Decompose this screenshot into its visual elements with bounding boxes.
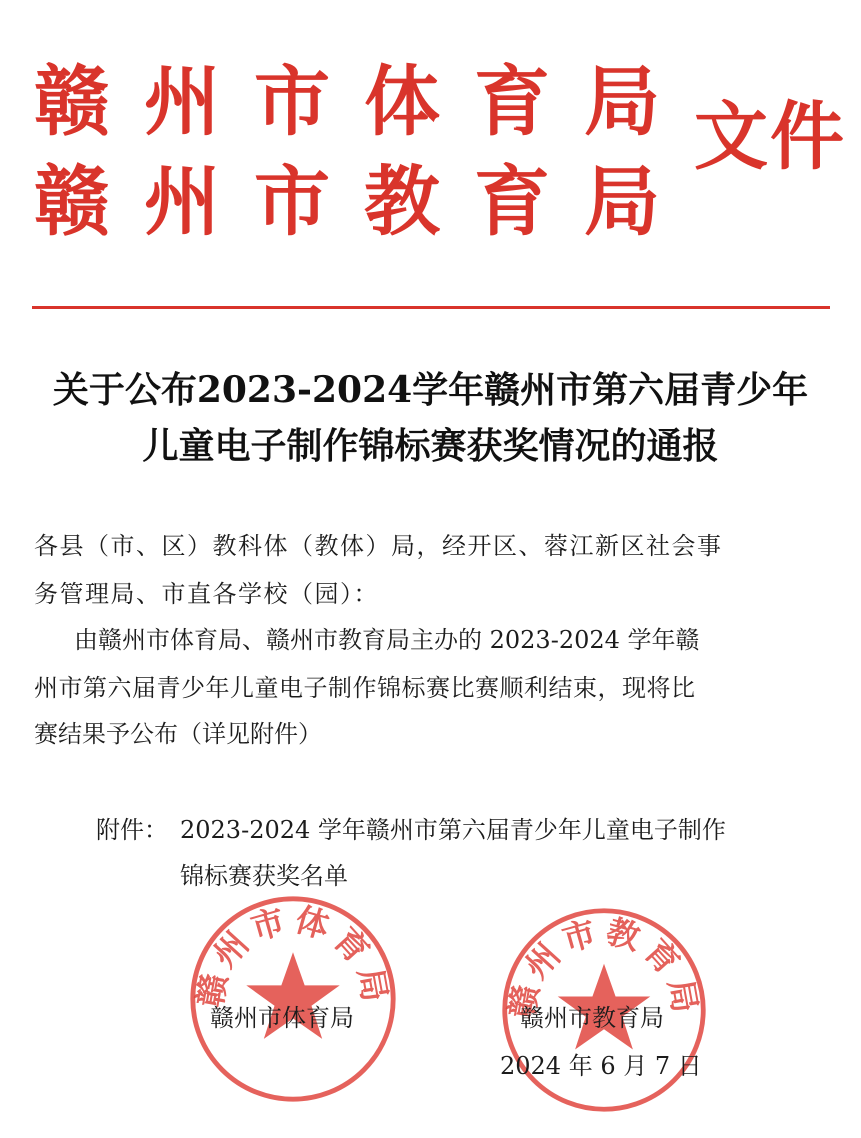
attachment-label: 附件： xyxy=(96,816,168,844)
seal1-text: 赣州市体育局 xyxy=(190,899,396,1011)
document-title-line1: 关于公布2023-2024学年赣州市第六届青少年 xyxy=(52,369,809,411)
addressee-line2: 务管理局、市直各学校（园）： xyxy=(34,580,379,608)
header-doc-type: 文件 xyxy=(694,94,846,180)
document-date: 2024 年 6 月 7 日 xyxy=(500,1052,702,1080)
attachment-line1: 2023-2024 学年赣州市第六届青少年儿童电子制作 xyxy=(180,816,726,844)
body-paragraph-line2: 州市第六届青少年儿童电子制作锦标赛比赛顺利结束，现将比 xyxy=(34,674,696,702)
sports-bureau-seal xyxy=(186,892,400,1106)
document-title-line2: 儿童电子制作锦标赛获奖情况的通报 xyxy=(142,425,719,467)
body-paragraph-line3: 赛结果予公布（详见附件） xyxy=(34,720,322,748)
header-divider xyxy=(32,306,830,309)
signature-education-bureau: 赣州市教育局 xyxy=(520,1004,664,1032)
signature-sports-bureau: 赣州市体育局 xyxy=(210,1004,354,1032)
header-org-sports: 赣州市体育局 xyxy=(34,57,694,146)
header-org-education: 赣州市教育局 xyxy=(34,157,694,246)
seal2-text: 赣州市教育局 xyxy=(501,911,707,1022)
attachment-line2: 锦标赛获奖名单 xyxy=(180,862,348,890)
addressee-line1: 各县（市、区）教科体（教体）局，经开区、蓉江新区社会事 xyxy=(34,532,723,560)
body-paragraph-line1: 由赣州市体育局、赣州市教育局主办的 2023-2024 学年赣 xyxy=(74,626,700,654)
